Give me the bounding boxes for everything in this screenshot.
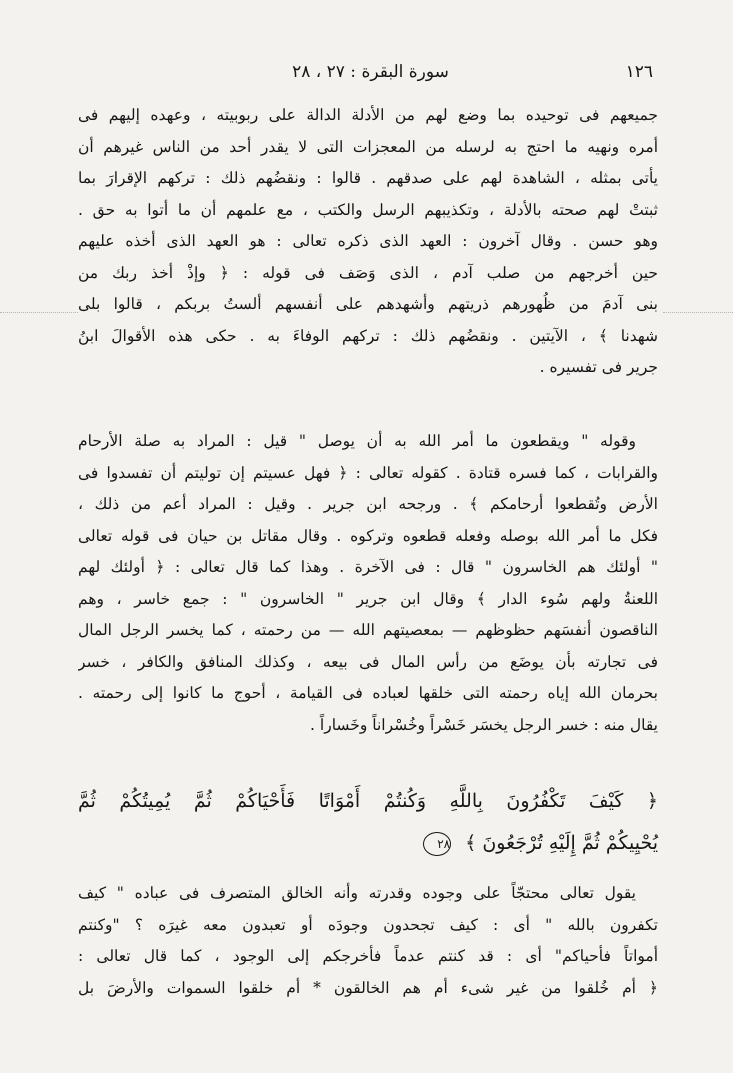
text-line: بحرمان الله إياه رحمته التى خلقها لعباده فى القيامة ، أحوج ما كانوا إلى رحمته . (78, 684, 658, 702)
text-line: فكل ما أمر الله بوصله وفعله قطعوه وتركوه . وقال مقاتل بن حيان فى قوله تعالى (78, 526, 658, 545)
text-line: يأتى بمثله ، الشاهدة لهم على صدقهم . قالوا : ونقضُهم ذلك : تركهم الإقرارَ بما (78, 169, 658, 187)
margin-dotted-rule (663, 312, 733, 313)
sura-title: سورة البقرة : ٢٧ ، ٢٨ (292, 62, 449, 82)
page-number: ١٢٦ (625, 62, 653, 82)
text-line: حين أخرجهم من صلب آدم ، الذى وَصَف فى قوله : ﴿ وإذْ أخذ ربك من (78, 263, 658, 282)
verse-text: يُحْيِيكُمْ ثُمَّ إِلَيْهِ تُرْجَعُونَ ﴾ (465, 832, 658, 854)
text-line: والقرابات ، كما فسره قتادة . كقوله تعالى : ﴿ فهل عسيتم إن توليتم أن تفسدوا فى (78, 463, 658, 482)
text-line: شهدنا ﴾ ، الآيتين . ونقضُهم ذلك : تركهم الوفاءَ به . حكى هذه الأقوالَ ابنُ (78, 326, 658, 345)
text-line: جرير فى تفسيره . (539, 358, 658, 376)
text-line: اللعنةُ ولهم سُوء الدار ﴾ وقال ابن جرير " الخاسرون " : جمع خاسر ، وهم (78, 589, 658, 608)
verse-line (78, 822, 658, 864)
text-line: أمره ونهيه ما احتج به لرسله من المعجزات التى لا يقدر أحد من الناس غيرهم أن (78, 137, 658, 156)
quran-verse (78, 780, 658, 864)
text-line: بنى آدمَ من ظُهورهم ذريتهم وأشهدهم على أنفسهم ألستُ بربكم ، قالوا بلى (78, 295, 658, 313)
text-line: تكفرون بالله " أى : كيف تجحدون وجودَه أو تعبدون معه غيرَه ؟ "وكنتم (78, 915, 658, 934)
verse-number-badge: ٢٨ (423, 832, 451, 856)
text-line: ﴿ أم خُلقوا من غير شىء أم هم الخالقون * أم خلقوا السموات والأرضَ بل (78, 978, 658, 997)
text-line: وهو حسن . وقال آخرون : العهد الذى ذكره تعالى : هو العهد الذى أخذه عليهم (78, 232, 658, 250)
text-line: وقوله " ويقطعون ما أمر الله به أن يوصل " قيل : المراد به صلة الأرحام (78, 432, 636, 450)
text-line: يقال منه : خسر الرجل يخسَر خَسْراً وخُسْراناً وخَساراً . (310, 715, 658, 734)
paragraph-3 (78, 878, 658, 1004)
page-header (88, 62, 653, 90)
verse-line: ﴿ كَيْفَ تَكْفُرُونَ بِاللَّهِ وَكُنتُمْ أَمْوَاتًا فَأَحْيَاكُمْ ثُمَّ يُمِيتُكُمْ ثُمَّ (78, 790, 658, 812)
text-line: ثبتتْ لهم صحته بالأدلة ، وتكذيبهم الرسل والكتب ، مع علمهم أن ما أتوا به حق . (78, 200, 658, 219)
paragraph-1 (78, 100, 658, 384)
margin-dotted-rule (0, 312, 78, 313)
text-line: فى تجارته بأن يوضَع من رأس المال فى بيعه ، وكذلك المنافق والكافر ، خسر (78, 652, 658, 671)
text-line: أمواتاً فأحياكم" أى : قد كنتم عدماً فأخرجكم إلى الوجود ، كما قال تعالى : (78, 947, 658, 965)
paragraph-2 (78, 426, 658, 741)
text-line: " أولئك هم الخاسرون " قال : فى الآخرة . وهذا كما قال تعالى : ﴿ أولئك لهم (78, 558, 658, 576)
text-line: الناقصون أنفسَهم حظوظهم — بمعصيتهم الله — من رحمته ، كما يخسر الرجل المال (78, 621, 658, 639)
text-line: الأرض وتُقطعوا أرحامكم ﴾ . ورجحه ابن جرير . وقيل : المراد أعم من ذلك ، (78, 495, 658, 513)
text-line: جميعهم فى توحيده بما وضع لهم من الأدلة الدالة على ربوبيته ، وعهده إليهم فى (78, 106, 658, 124)
text-line: يقول تعالى محتجّاً على وجوده وقدرته وأنه الخالق المتصرف فى عباده " كيف (78, 884, 636, 902)
